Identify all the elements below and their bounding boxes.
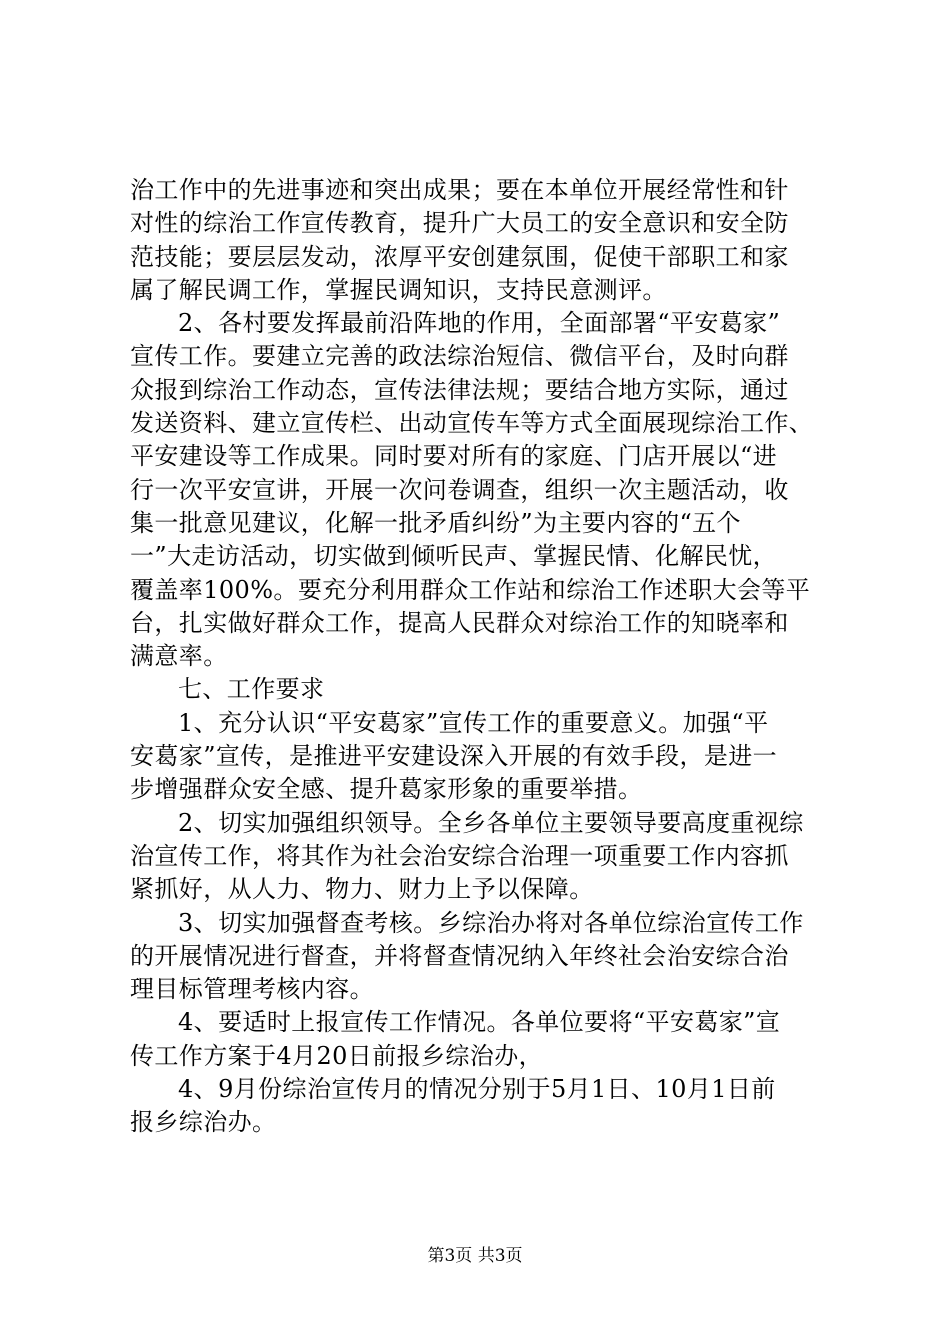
page-number-footer: 第3页 共3页 — [427, 1246, 523, 1266]
paragraph-start-line: 3、切实加强督查考核。乡综治办将对各单位综治宣传工作 — [178, 908, 804, 937]
text-line: 理目标管理考核内容。 — [130, 975, 374, 1004]
paragraph-start-line: 2、各村要发挥最前沿阵地的作用，全面部署“平安葛家” — [178, 309, 781, 338]
text-line: 紧抓好，从人力、物力、财力上予以保障。 — [130, 875, 594, 904]
text-line: 覆盖率100%。要充分利用群众工作站和综治工作述职大会等平 — [130, 575, 811, 604]
text-line: 范技能；要层层发动，浓厚平安创建氛围，促使干部职工和家 — [130, 242, 789, 271]
text-line: 报乡综治办。 — [130, 1108, 277, 1137]
text-line: 台，扎实做好群众工作，提高人民群众对综治工作的知晓率和 — [130, 608, 789, 637]
text-line: 众报到综治工作动态，宣传法律法规；要结合地方实际，通过 — [130, 375, 789, 404]
text-line: 属了解民调工作，掌握民调知识，支持民意测评。 — [130, 275, 667, 304]
paragraph-start-line: 4、9月份综治宣传月的情况分别于5月1日、10月1日前 — [178, 1075, 776, 1104]
text-line: 的开展情况进行督查，并将督查情况纳入年终社会治安综合治 — [130, 941, 789, 970]
paragraph-start-line: 4、要适时上报宣传工作情况。各单位要将“平安葛家”宣 — [178, 1008, 781, 1037]
text-line: 治工作中的先进事迹和突出成果；要在本单位开展经常性和针 — [130, 176, 789, 204]
text-line: 步增强群众安全感、提升葛家形象的重要举措。 — [130, 775, 643, 804]
text-line: 行一次平安宣讲，开展一次问卷调查，组织一次主题活动，收 — [130, 475, 789, 504]
text-line: 传工作方案于4月20日前报乡综治办， — [130, 1041, 544, 1070]
text-line: 治宣传工作，将其作为社会治安综合治理一项重要工作内容抓 — [130, 841, 789, 870]
text-line: 安葛家”宣传，是推进平安建设深入开展的有效手段，是进一 — [130, 742, 778, 771]
text-line: 宣传工作。要建立完善的政法综治短信、微信平台，及时向群 — [130, 342, 789, 371]
document-body — [130, 174, 830, 1140]
text-line: 平安建设等工作成果。同时要对所有的家庭、门店开展以“进 — [130, 442, 778, 471]
text-line: 发送资料、建立宣传栏、出动宣传车等方式全面展现综治工作、 — [130, 409, 814, 438]
text-line: 对性的综治工作宣传教育，提升广大员工的安全意识和安全防 — [130, 209, 789, 238]
paragraph-start-line: 1、充分认识“平安葛家”宣传工作的重要意义。加强“平 — [178, 708, 769, 737]
text-line: 一”大走访活动，切实做到倾听民声、掌握民情、化解民忧， — [130, 542, 778, 571]
paragraph-start-line: 2、切实加强组织领导。全乡各单位主要领导要高度重视综 — [178, 808, 804, 837]
text-line: 满意率。 — [130, 642, 228, 671]
section-heading: 七、工作要求 — [178, 675, 325, 704]
text-line: 集一批意见建议，化解一批矛盾纠纷”为主要内容的“五个 — [130, 508, 741, 537]
